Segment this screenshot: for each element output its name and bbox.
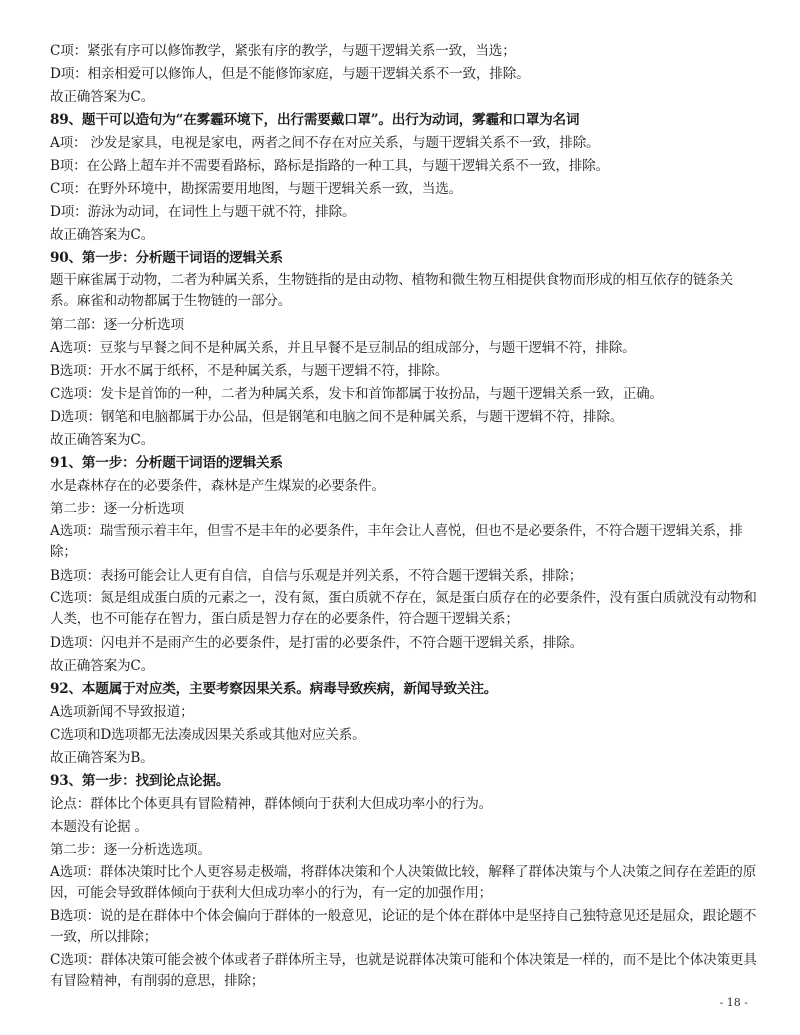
text-line: 第二部：逐一分析选项 [50, 317, 184, 333]
question-heading: 90、第一步：分析题干词语的逻辑关系 [50, 250, 283, 266]
text-line: 故正确答案为C。 [50, 89, 154, 105]
text-line: 本题没有论据 。 [50, 819, 148, 835]
text-line: 论点：群体比个体更具有冒险精神，群体倾向于获利大但成功率小的行为。 [50, 796, 492, 812]
question-heading: 93、第一步：找到论点论据。 [50, 773, 230, 789]
text-line: 故正确答案为C。 [50, 227, 154, 243]
text-line: 故正确答案为C。 [50, 432, 154, 448]
text-line: C选项和D选项都无法凑成因果关系或其他对应关系。 [50, 727, 366, 743]
text-line: 水是森林存在的必要条件，森林是产生煤炭的必要条件。 [50, 478, 385, 494]
text-line: C选项：氮是组成蛋白质的元素之一，没有氮，蛋白质就不存在，氮是蛋白质存在的必要条件，没有蛋白质就没有动物和人类，也不可能存在智力，蛋白质是智力存在的必要条件，符合题干逻辑关系； [50, 590, 757, 627]
text-line: D项：相亲相爱可以修饰人，但是不能修饰家庭，与题干逻辑关系不一致，排除。 [50, 66, 530, 82]
question-heading: 89、题干可以造句为“在雾霾环境下，出行需要戴口罩”。出行为动词，雾霾和口罩为名词 [50, 112, 580, 128]
text-line: 第二步：逐一分析选选项。 [50, 842, 211, 858]
text-line: C项：在野外环境中，勘探需要用地图，与题干逻辑关系一致，当选。 [50, 181, 463, 197]
text-line: B选项：说的是在群体中个体会偏向于群体的一般意见，论证的是个体在群体中是坚持自己独特意见还是屈众，跟论题不一致，所以排除； [50, 908, 757, 945]
text-line: B选项：开水不属于纸杯，不是种属关系，与题干逻辑不符，排除。 [50, 363, 449, 379]
text-line: A选项：瑞雪预示着丰年，但雪不是丰年的必要条件，丰年会让人喜悦，但也不是必要条件，不符合题干逻辑关系，排除； [50, 523, 743, 560]
text-line: A项： 沙发是家具，电视是家电，两者之间不存在对应关系，与题干逻辑关系不一致，排除。 [50, 135, 600, 151]
question-heading: 91、第一步：分析题干词语的逻辑关系 [50, 455, 283, 471]
text-line: 故正确答案为B。 [50, 750, 154, 766]
text-line: A选项：豆浆与早餐之间不是种属关系，并且早餐不是豆制品的组成部分，与题干逻辑不符，排除。 [50, 340, 636, 356]
text-line: 第二步：逐一分析选项 [50, 501, 184, 517]
text-line: D选项：钢笔和电脑都属于办公品，但是钢笔和电脑之间不是种属关系，与题干逻辑不符，排除。 [50, 409, 624, 425]
page-number: - 18 - [719, 996, 748, 1009]
text-line: C项：紧张有序可以修饰教学，紧张有序的教学，与题干逻辑关系一致，当选； [50, 43, 516, 59]
text-line: A选项：群体决策时比个人更容易走极端，将群体决策和个人决策做比较，解释了群体决策与个人决策之间存在差距的原因，可能会导致群体倾向于获利大但成功率小的行为，有一定的加强作用； [50, 864, 757, 901]
text-line: B选项：表扬可能会让人更有自信，自信与乐观是并列关系，不符合题干逻辑关系，排除； [50, 568, 583, 584]
text-line: C选项：发卡是首饰的一种，二者为种属关系，发卡和首饰都属于妆扮品，与题干逻辑关系一致，正确。 [50, 386, 663, 402]
text-line: C选项：群体决策可能会被个体或者子群体所主导，也就是说群体决策可能和个体决策是一样的，而不是比个体决策更具有冒险精神，有削弱的意思，排除； [50, 952, 757, 989]
text-line: D选项：闪电并不是雨产生的必要条件，是打雷的必要条件，不符合题干逻辑关系，排除。 [50, 635, 584, 651]
question-heading: 92、本题属于对应类，主要考察因果关系。病毒导致疾病，新闻导致关注。 [50, 681, 498, 697]
text-line: A选项新闻不导致报道； [50, 704, 194, 720]
text-line: 题干麻雀属于动物，二者为种属关系，生物链指的是由动物、植物和微生物互相提供食物而形成的相互依存的链条关系。麻雀和动物都属于生物链的一部分。 [50, 272, 734, 309]
document-body [50, 40, 758, 994]
text-line: B项：在公路上超车并不需要看路标，路标是指路的一种工具，与题干逻辑关系不一致，排除。 [50, 158, 609, 174]
text-line: 故正确答案为C。 [50, 658, 154, 674]
text-line: D项：游泳为动词，在词性上与题干就不符，排除。 [50, 204, 356, 220]
